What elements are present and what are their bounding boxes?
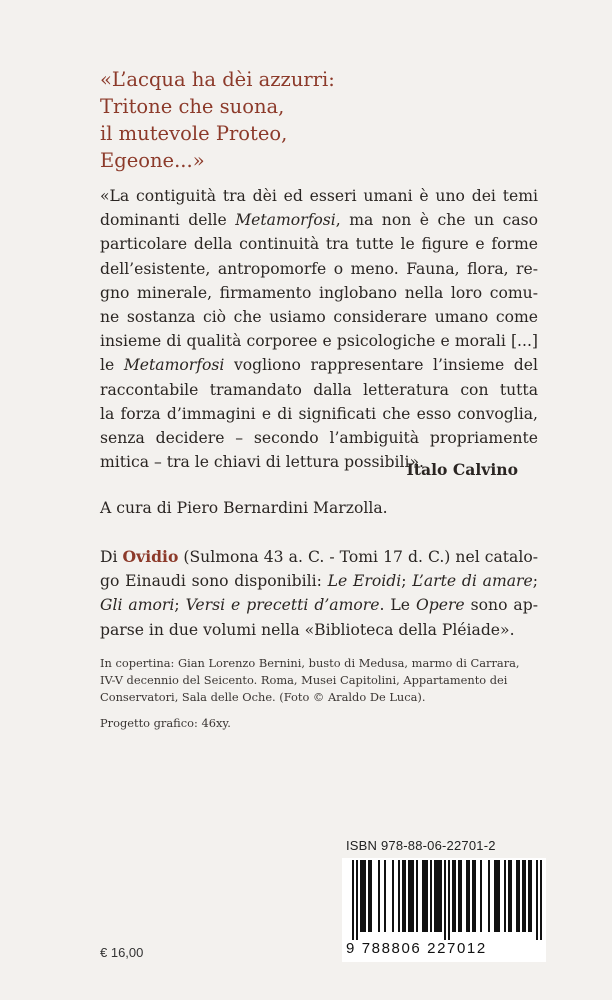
- quote-text: la forza d’immagini e di significati che esso convoglia,: [100, 404, 538, 423]
- barcode-bar: [424, 860, 426, 932]
- barcode-bar: [384, 860, 386, 932]
- barcode-bar: [540, 860, 542, 940]
- quote-text: dominanti delle: [100, 211, 236, 230]
- barcode-bar: [510, 860, 512, 932]
- info-line: [100, 618, 538, 642]
- barcode-bar: [454, 860, 456, 932]
- barcode-bar: [364, 860, 366, 932]
- barcode-bar: [356, 860, 358, 940]
- info-text: Opere: [415, 596, 465, 615]
- quote-line: [100, 426, 538, 450]
- barcode-bar: [504, 860, 506, 932]
- info-text: parse in due volumi nella «Biblioteca della Pléiade».: [100, 620, 515, 639]
- info-text: go Einaudi sono disponibili:: [100, 572, 328, 591]
- quote-text: mitica – tra le chiavi di lettura possibili».: [100, 453, 424, 472]
- quote-line: [100, 257, 538, 281]
- epigraph-line: «L’acqua ha dèi azzurri:: [100, 68, 335, 91]
- barcode-bar: [398, 860, 400, 932]
- quote-line: [100, 208, 538, 232]
- info-text: Di: [100, 548, 123, 566]
- quote-text: raccontabile tramandato dalla letteratura con tutta: [100, 380, 538, 399]
- barcode-bar: [368, 860, 370, 932]
- barcode-bars: [342, 858, 546, 942]
- barcode-bar: [378, 860, 380, 932]
- barcode-bar: [436, 860, 438, 932]
- barcode-bar: [404, 860, 406, 932]
- quote-text: particolare della continuità tra tutte le figure e forme: [100, 235, 538, 254]
- barcode-bar: [360, 860, 362, 932]
- barcode-bar: [408, 860, 410, 932]
- info-text: (Sulmona 43 a. C. - Tomi 17 d. C.) nel catalo-: [178, 548, 538, 566]
- info-text: Ovidio: [122, 547, 179, 566]
- info-line: [100, 593, 538, 617]
- barcode-bar: [528, 860, 530, 932]
- info-text: Gli amori: [100, 596, 175, 615]
- quote-text: «La contiguità tra dèi ed esseri umani è uno dei temi: [100, 187, 538, 205]
- quote-text: vogliono rappresentare l’insieme del: [224, 356, 538, 375]
- isbn-label: ISBN 978-88-06-22701-2: [346, 838, 496, 853]
- quote-line: [100, 402, 538, 426]
- quote-line: [100, 353, 538, 377]
- barcode-bar: [438, 860, 440, 932]
- barcode-bar: [430, 860, 432, 932]
- info-text: L’arte di amare: [412, 572, 533, 591]
- epigraph-line: il mutevole Proteo,: [100, 122, 288, 145]
- info-text: sono ap-: [464, 596, 538, 615]
- quote-text: insieme di qualità corporee e psicologiche e morali [...]: [100, 332, 538, 351]
- barcode-digits: 9 788806 227012: [342, 940, 546, 957]
- info-text: ;: [174, 596, 186, 615]
- barcode-bar: [362, 860, 364, 932]
- info-text: Versi e precetti d’amore: [185, 596, 380, 615]
- barcode-bar: [422, 860, 424, 932]
- quote-text: gno minerale, firmamento inglobano nella loro comu-: [100, 283, 538, 302]
- barcode-bar: [440, 860, 442, 932]
- barcode-bar: [458, 860, 460, 932]
- quote-line: [100, 281, 538, 305]
- quote-text: ne sostanza ciò che usiamo considerare umano come: [100, 308, 538, 327]
- barcode-bar: [494, 860, 496, 932]
- curator-line: A cura di Piero Bernardini Marzolla.: [100, 499, 388, 517]
- quote-text: le: [100, 356, 124, 375]
- barcode-bar: [480, 860, 482, 932]
- info-line: [100, 545, 538, 569]
- barcode-bar: [496, 860, 498, 932]
- barcode-bar: [522, 860, 524, 932]
- barcode-bar: [434, 860, 436, 932]
- barcode-bar: [426, 860, 428, 932]
- calvino-quote: [100, 184, 538, 474]
- info-text: ;: [401, 572, 413, 591]
- barcode-bar: [416, 860, 418, 932]
- barcode-bar: [536, 860, 538, 940]
- quote-line: [100, 329, 538, 353]
- barcode-bar: [498, 860, 500, 932]
- quote-line: [100, 184, 538, 208]
- barcode-bar: [452, 860, 454, 932]
- info-line: [100, 569, 538, 593]
- credit-line: In copertina: Gian Lorenzo Bernini, busto di Medusa, marmo di Carrara,: [100, 656, 520, 670]
- design-credit: Progetto grafico: 46xy.: [100, 716, 231, 730]
- barcode-bar: [370, 860, 372, 932]
- quote-line: [100, 378, 538, 402]
- quote-text: senza decidere – secondo l’ambiguità propriamente: [100, 429, 538, 448]
- quote-text: Metamorfosi: [235, 211, 336, 230]
- quote-author: Italo Calvino: [406, 460, 518, 479]
- author-info: [100, 545, 538, 642]
- quote-text: Metamorfosi: [123, 356, 225, 375]
- credit-line: Conservatori, Sala delle Oche. (Foto © Araldo De Luca).: [100, 690, 426, 705]
- barcode-bar: [402, 860, 404, 932]
- barcode-bar: [392, 860, 394, 932]
- epigraph-line: Tritone che suona,: [100, 95, 285, 118]
- quote-text: , ma non è che un caso: [335, 211, 539, 230]
- quote-line: [100, 232, 538, 256]
- barcode-bar: [488, 860, 490, 932]
- price: € 16,00: [100, 945, 144, 960]
- quote-line: [100, 305, 538, 329]
- barcode-bar: [412, 860, 414, 932]
- info-text: Le Eroidi: [327, 572, 402, 591]
- barcode-bar: [518, 860, 520, 932]
- barcode-bar: [468, 860, 470, 932]
- barcode-bar: [448, 860, 450, 940]
- credit-line: IV-V decennio del Seicento. Roma, Musei Capitolini, Appartamento dei: [100, 673, 508, 688]
- cover-credits: [100, 655, 530, 707]
- barcode-bar: [472, 860, 474, 932]
- barcode-bar: [524, 860, 526, 932]
- barcode-bar: [410, 860, 412, 932]
- barcode-bar: [460, 860, 462, 932]
- epigraph-line: Egeone...»: [100, 149, 205, 172]
- info-text: ;: [532, 572, 539, 591]
- barcode-bar: [516, 860, 518, 932]
- barcode-bar: [474, 860, 476, 932]
- barcode-bar: [466, 860, 468, 932]
- barcode-bar: [444, 860, 446, 940]
- barcode-bar: [352, 860, 354, 940]
- epigraph: [100, 66, 540, 174]
- quote-text: dell’esistente, antropomorfe o meno. Fauna, flora, re-: [100, 259, 538, 278]
- barcode-bar: [530, 860, 532, 932]
- barcode-bar: [508, 860, 510, 932]
- info-text: . Le: [379, 596, 416, 615]
